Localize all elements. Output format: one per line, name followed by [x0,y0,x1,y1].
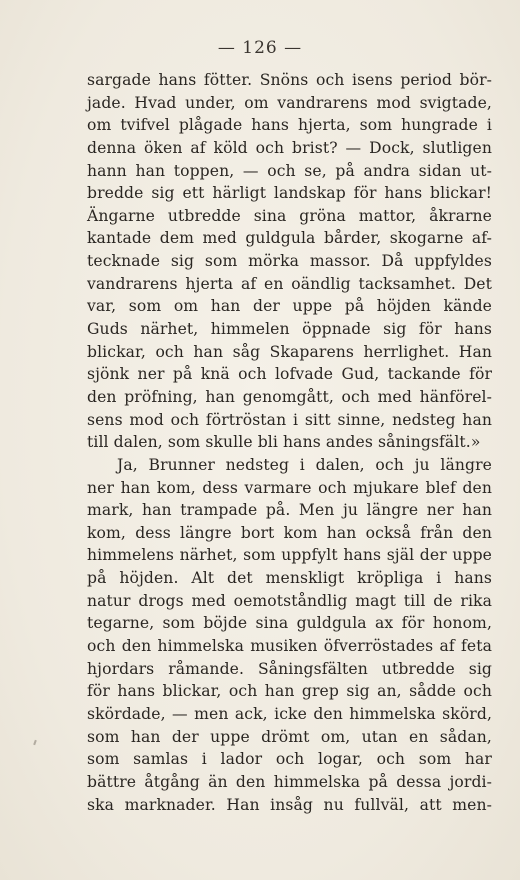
text-line: hjordars råmande. Såningsfälten utbredde sig [87,659,492,678]
text-line: natur drogs med oemotståndlig magt till de rika [87,591,492,610]
text-line: sargade hans fötter. Snöns och isens period bör- [87,71,492,89]
text-line: blickar, och han såg Skaparens herrlighet. Han [87,342,492,361]
text-line: som han der uppe drömt om, utan en sådan, [87,727,492,746]
text-line: den pröfning, han genomgått, och med hänförel- [87,387,492,406]
text-line: jade. Hvad under, om vandrarens mod svigtade, [87,93,492,112]
text-line: bättre åtgång än den himmelska på dessa jordi- [87,772,492,791]
text-line: mark, han trampade på. Men ju längre ner han [87,501,492,520]
text-line: vandrarens hjerta af en oändlig tacksamhet. Det [87,274,492,293]
text-line: var, som om han der uppe på höjden kände [87,297,492,316]
text-line: på höjden. Alt det menskligt kröpliga i hans [87,569,492,588]
text-line: om tvifvel plågade hans hjerta, som hungrade i [87,116,492,135]
text-line: sjönk ner på knä och lofvade Gud, tackande för [87,365,492,384]
text-line: tecknade sig som mörka massor. Då uppfyldes [87,252,492,271]
paper-speck [33,740,37,745]
text-line: till dalen, som skulle bli hans andes såningsfält.» [87,433,481,452]
text-line: hann han toppen, — och se, på andra sidan ut- [87,161,492,180]
text-line: Guds närhet, himmelen öppnade sig för hans [87,320,492,339]
text-line: bredde sig ett härligt landskap för hans blickar! [87,184,492,203]
text-line: ska marknader. Han insåg nu fullväl, att men- [87,795,492,814]
text-line: som samlas i lador och logar, och som har [87,750,492,769]
text-line: ner han kom, dess varmare och mjukare blef den [87,478,492,497]
text-line: skördade, — men ack, icke den himmelska skörd, [87,704,492,723]
text-line: Ängarne utbredde sina gröna mattor, åkrarne [87,206,492,225]
text-line: för hans blickar, och han grep sig an, sådde och [87,682,492,701]
text-line: Ja, Brunner nedsteg i dalen, och ju längre [117,455,492,474]
text-line: himmelens närhet, som uppfylt hans själ der uppe [87,546,492,565]
text-line: och den himmelska musiken öfverröstades af feta [87,637,492,656]
text-line: kom, dess längre bort kom han också från den [87,523,492,542]
page-number: — 126 — [217,38,303,58]
text-line: tegarne, som böjde sina guldgula ax för honom, [87,614,492,633]
text-line: sens mod och förtröstan i sitt sinne, nedsteg han [87,410,492,429]
body-text [87,69,492,816]
text-line: kantade dem med guldgula bårder, skogarne af- [87,229,492,248]
text-line: denna öken af köld och brist? — Dock, slutligen [87,138,492,157]
